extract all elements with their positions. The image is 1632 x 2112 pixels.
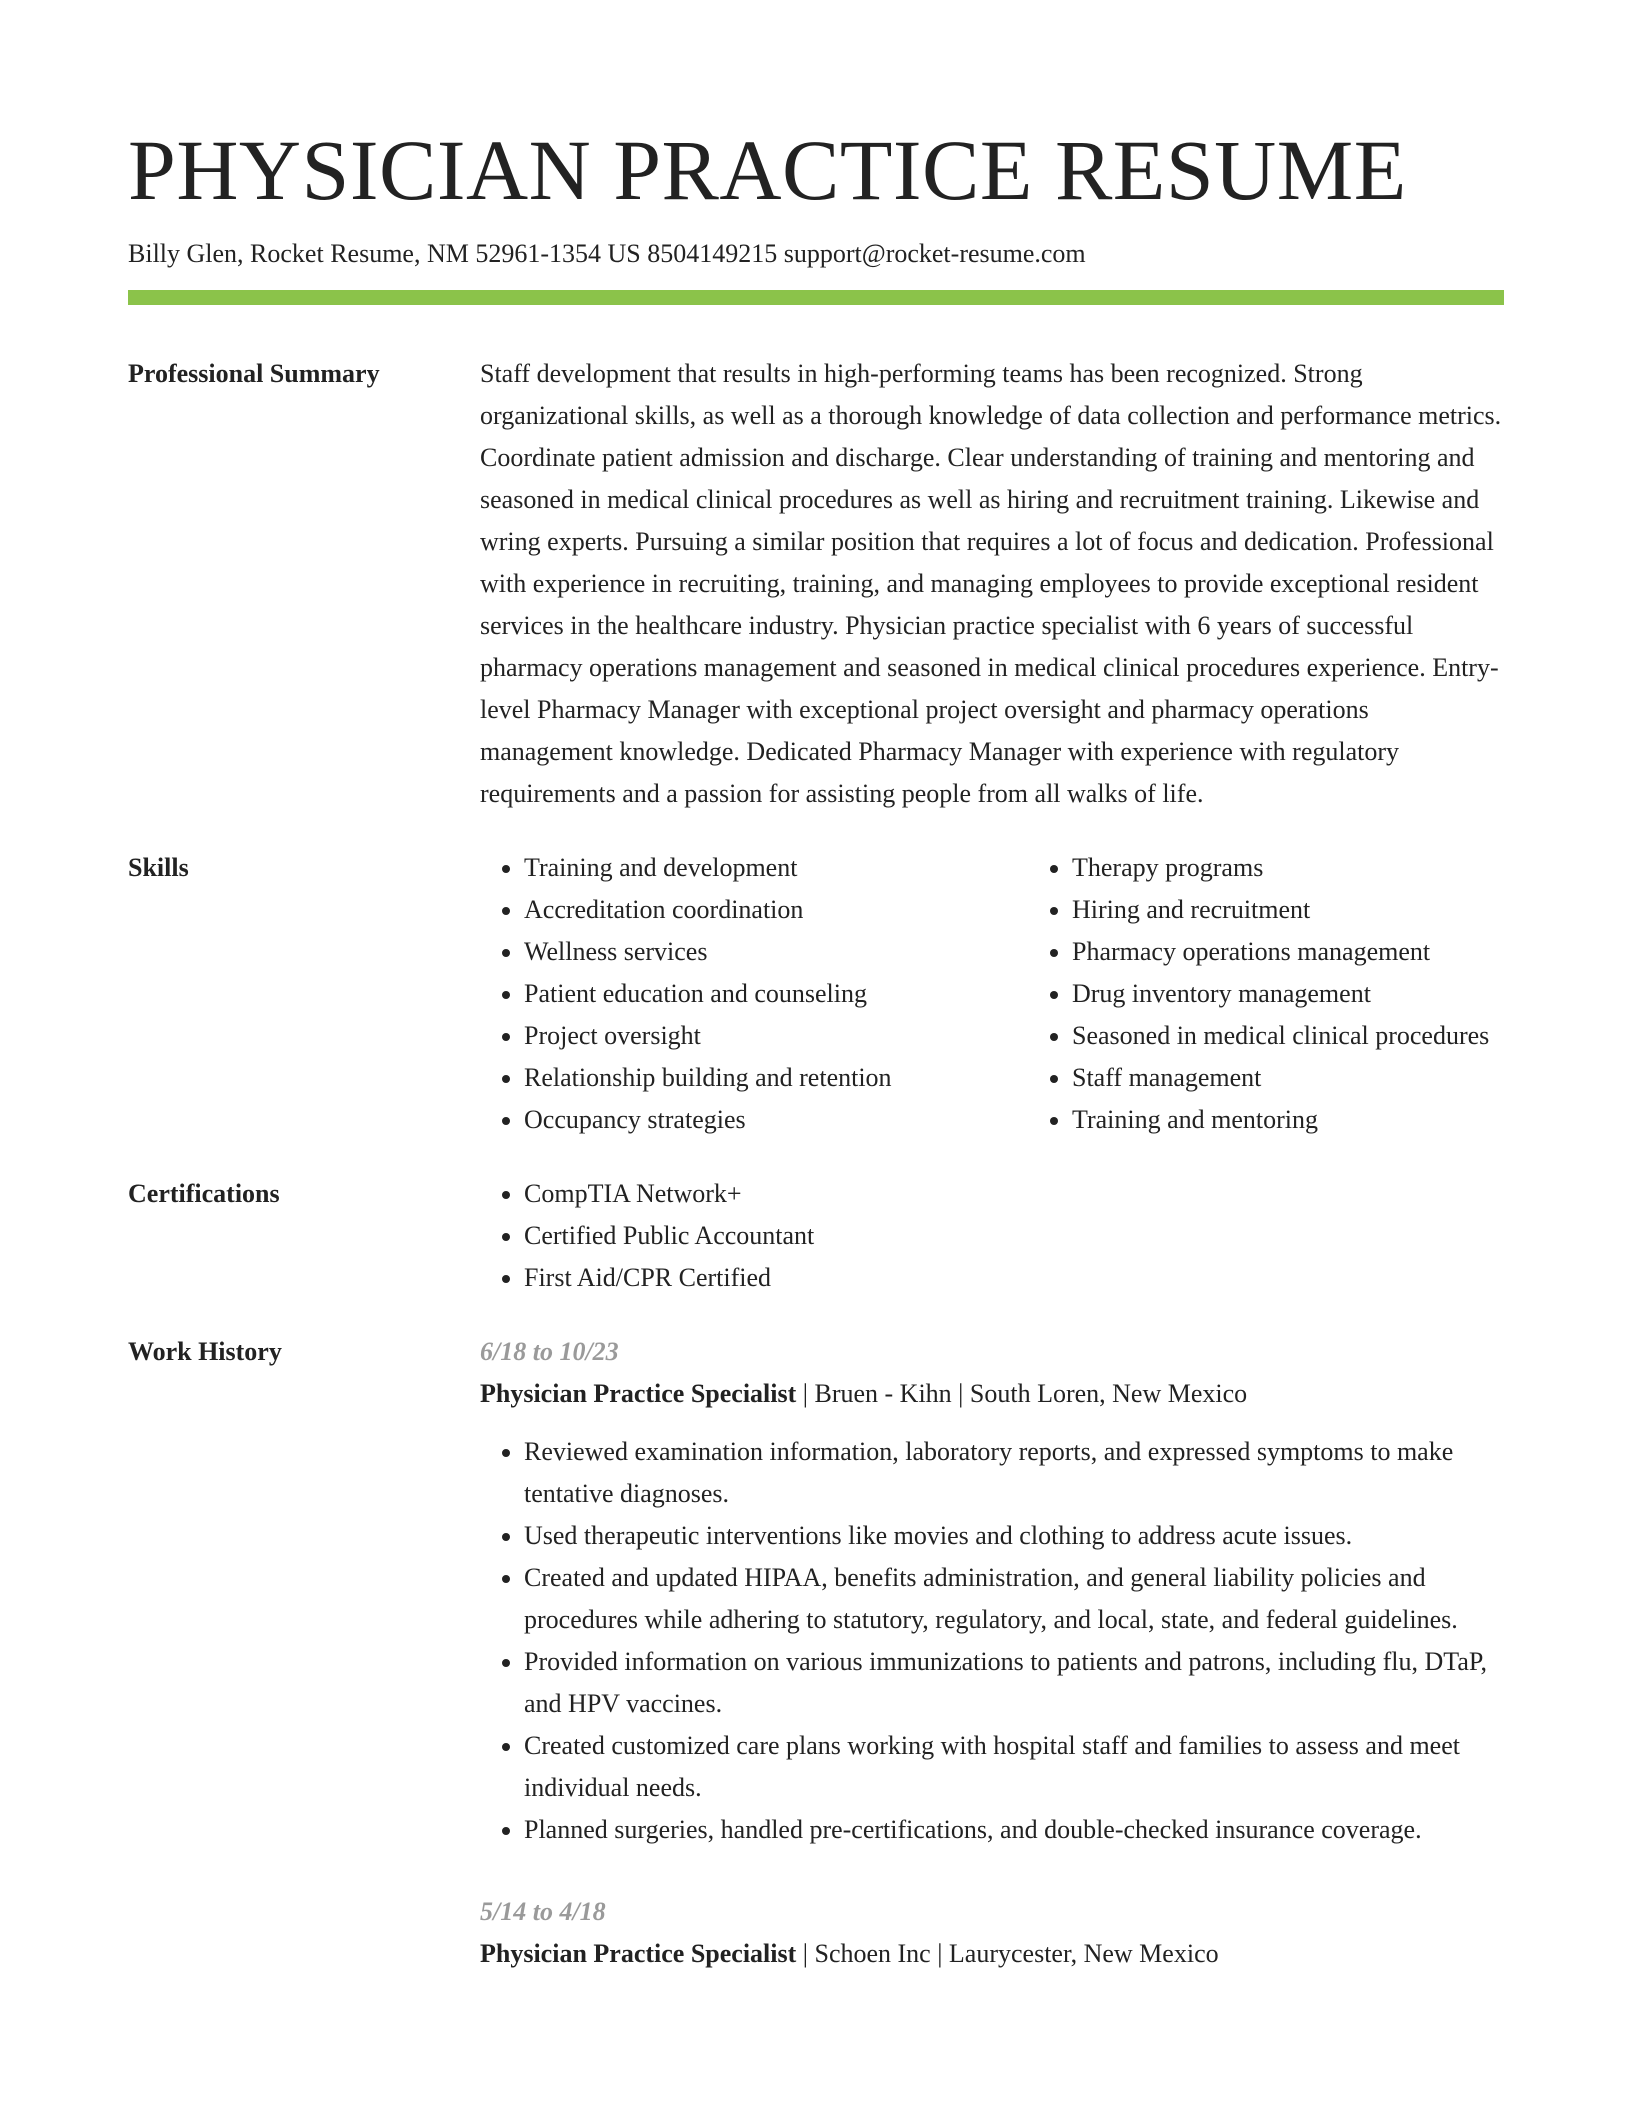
list-item: • Provided information on various immunizations to patients and patrons, including flu, DTaP, and HPV vaccines. [524,1641,1504,1725]
skills-right-list [1028,847,1504,1141]
certifications-label: Certifications [128,1179,280,1208]
list-item: • Reviewed examination information, laboratory reports, and expressed symptoms to make tentative diagnoses. [524,1431,1504,1515]
list-item: • Seasoned in medical clinical procedures [1072,1015,1504,1057]
job-title: Physician Practice Specialist [480,1379,797,1408]
list-item: • Therapy programs [1072,847,1504,889]
job-entry [480,1891,1504,1975]
work-history-label: Work History [128,1337,282,1366]
job-heading [480,1373,1504,1415]
list-item: • Accreditation coordination [524,889,1028,931]
resume-page [128,118,1504,1975]
list-item: • Training and mentoring [1072,1099,1504,1141]
list-item: • Hiring and recruitment [1072,889,1504,931]
job-details: | Schoen Inc | Laurycester, New Mexico [796,1939,1219,1968]
list-item: • First Aid/CPR Certified [524,1257,1504,1299]
list-item: • Training and development [524,847,1028,889]
job-details: | Bruen - Kihn | South Loren, New Mexico [796,1379,1248,1408]
list-item: • Relationship building and retention [524,1057,1028,1099]
work-history-section [128,1331,1504,1975]
skills-section [128,847,1504,1141]
work-history-body [480,1331,1504,1975]
list-item: • CompTIA Network+ [524,1173,1504,1215]
list-item: • Pharmacy operations management [1072,931,1504,973]
list-item: • Wellness services [524,931,1028,973]
job-bullets [480,1431,1504,1851]
job-title: Physician Practice Specialist [480,1939,797,1968]
job-dates: 6/18 to 10/23 [480,1337,619,1366]
skills-label: Skills [128,853,189,882]
list-item: • Created customized care plans working with hospital staff and families to assess and meet individual needs. [524,1725,1504,1809]
summary-section [128,353,1504,815]
accent-divider [128,290,1504,305]
list-item: • Patient education and counseling [524,973,1028,1015]
skills-left-list [480,847,1028,1141]
list-item: • Certified Public Accountant [524,1215,1504,1257]
certifications-section [128,1173,1504,1299]
summary-label: Professional Summary [128,359,380,388]
list-item: • Used therapeutic interventions like movies and clothing to address acute issues. [524,1515,1504,1557]
skills-columns [480,847,1504,1141]
list-item: • Drug inventory management [1072,973,1504,1015]
summary-text: Staff development that results in high-performing teams has been recognized. Strong organizational skills, as well as a thorough knowledge of data collection and performance metrics. Coordinate patient admission and discharge. Clear understanding of training and mentoring and seasoned in medical clinical procedures as well as hiring and recruitment training. Likewise and wring experts. Pursuing a similar position that requires a lot of focus and dedication. Professional with experience in recruiting, training, and managing employees to provide exceptional resident services in the healthcare industry. Physician practice specialist with 6 years of successful pharmacy operations management and seasoned in medical clinical procedures experience. Entry-level Pharmacy Manager with exceptional project oversight and pharmacy operations management knowledge. Dedicated Pharmacy Manager with experience with regulatory requirements and a passion for assisting people from all walks of life. [480,359,1502,808]
certifications-body [480,1173,1504,1299]
certifications-list [480,1173,1504,1299]
job-heading [480,1933,1504,1975]
resume-title: PHYSICIAN PRACTICE RESUME [128,122,1407,218]
list-item: • Planned surgeries, handled pre-certifications, and double-checked insurance coverage. [524,1809,1504,1851]
contact-line: Billy Glen, Rocket Resume, NM 52961-1354 US 8504149215 support@rocket-resume.com [128,239,1086,268]
list-item: • Occupancy strategies [524,1099,1028,1141]
list-item: • Created and updated HIPAA, benefits administration, and general liability policies and procedures while adhering to statutory, regulatory, and local, state, and federal guidelines. [524,1557,1504,1641]
list-item: • Staff management [1072,1057,1504,1099]
job-entry [480,1331,1504,1851]
job-dates: 5/14 to 4/18 [480,1897,606,1926]
list-item: • Project oversight [524,1015,1028,1057]
